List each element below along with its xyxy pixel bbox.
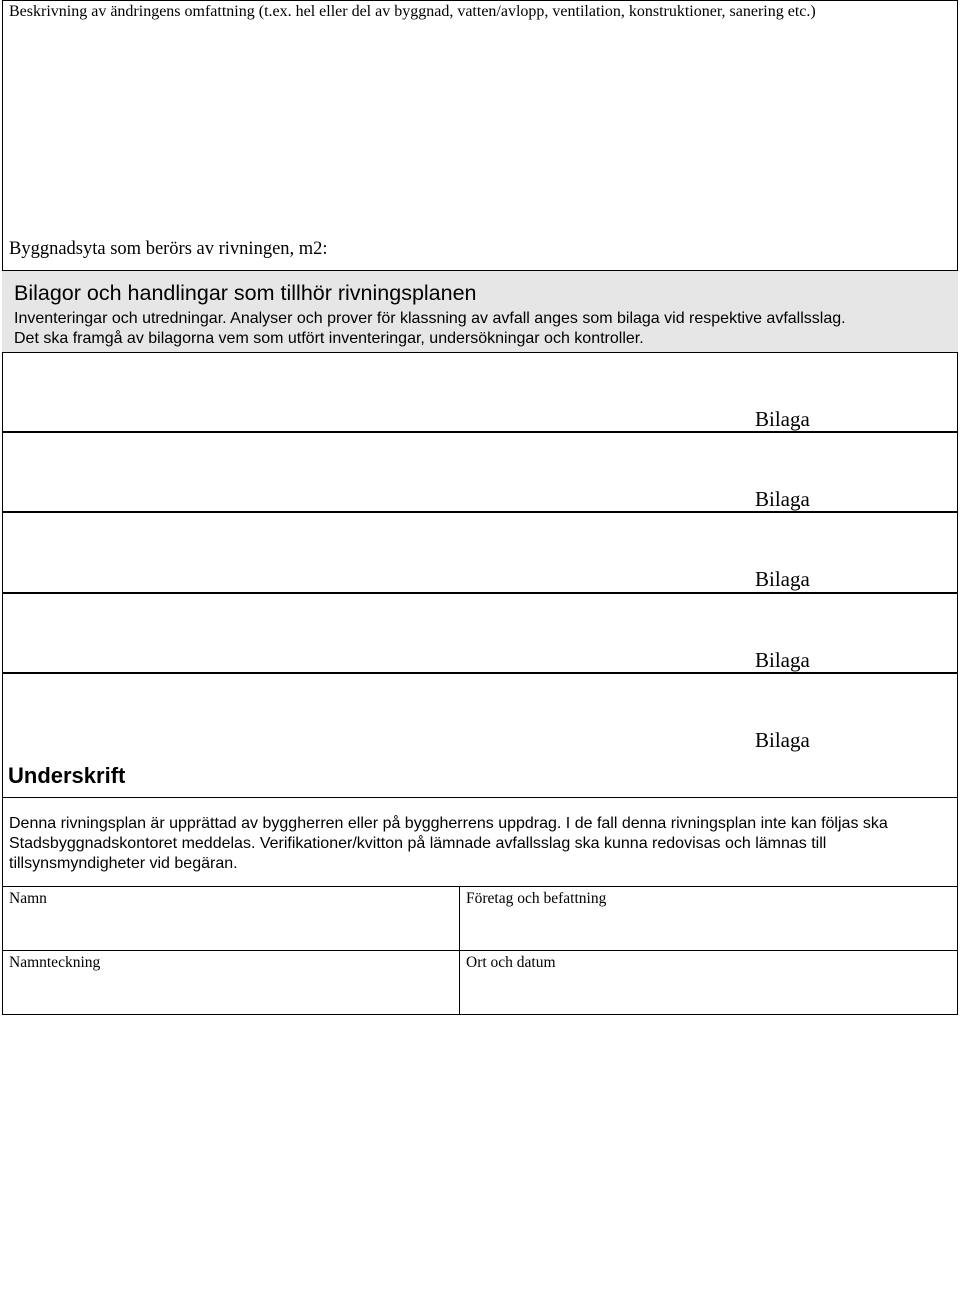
signature-description: Denna rivningsplan är upprättad av byggherren eller på byggherrens uppdrag. I de fall denna rivningsplan inte kan följas ska Stadsbyggnadskontoret meddelas. Verifikationer/kvitton på lämnade avfallsslag ska kunna redovisas och lämnas till tillsynsmyndigheter vid begäran. [9, 815, 888, 872]
attachment-label-2: Bilaga [755, 487, 810, 511]
attachment-row-4[interactable] [2, 672, 958, 674]
change-scope-label: Beskrivning av ändringens omfattning (t.ex. hel eller del av byggnad, vatten/avlopp, ventilation, konstruktioner, sanering etc.) [9, 3, 816, 20]
company-field[interactable]: Företag och befattning [466, 890, 607, 907]
signature-grid-top-line [2, 886, 958, 887]
signature-heading: Underskrift [8, 763, 126, 788]
attachment-label-1: Bilaga [755, 407, 810, 431]
name-field[interactable]: Namn [9, 890, 47, 907]
attachment-label-4: Bilaga [755, 648, 810, 672]
attachments-description: Inventeringar och utredningar. Analyser och prover för klassning av avfall anges som bilaga vid respektive avfallsslag. Det ska framgå av bilagorna vem som utfört inventeringar, undersökningar och kontroller. [14, 310, 846, 347]
attachment-label-5: Bilaga [755, 728, 810, 752]
signature-separator [2, 797, 958, 798]
signature-grid-divider [459, 886, 460, 1015]
building-area-label: Byggnadsyta som berörs av rivningen, m2: [9, 239, 328, 259]
signature-grid-middle-line [2, 950, 958, 951]
place-date-field[interactable]: Ort och datum [466, 954, 556, 971]
signature-field[interactable]: Namnteckning [9, 954, 101, 971]
attachment-row-1[interactable] [2, 431, 958, 433]
attachment-row-3[interactable] [2, 592, 958, 594]
attachment-label-3: Bilaga [755, 567, 810, 591]
attachment-row-2[interactable] [2, 511, 958, 513]
attachments-title: Bilagor och handlingar som tillhör rivningsplanen [14, 281, 477, 305]
